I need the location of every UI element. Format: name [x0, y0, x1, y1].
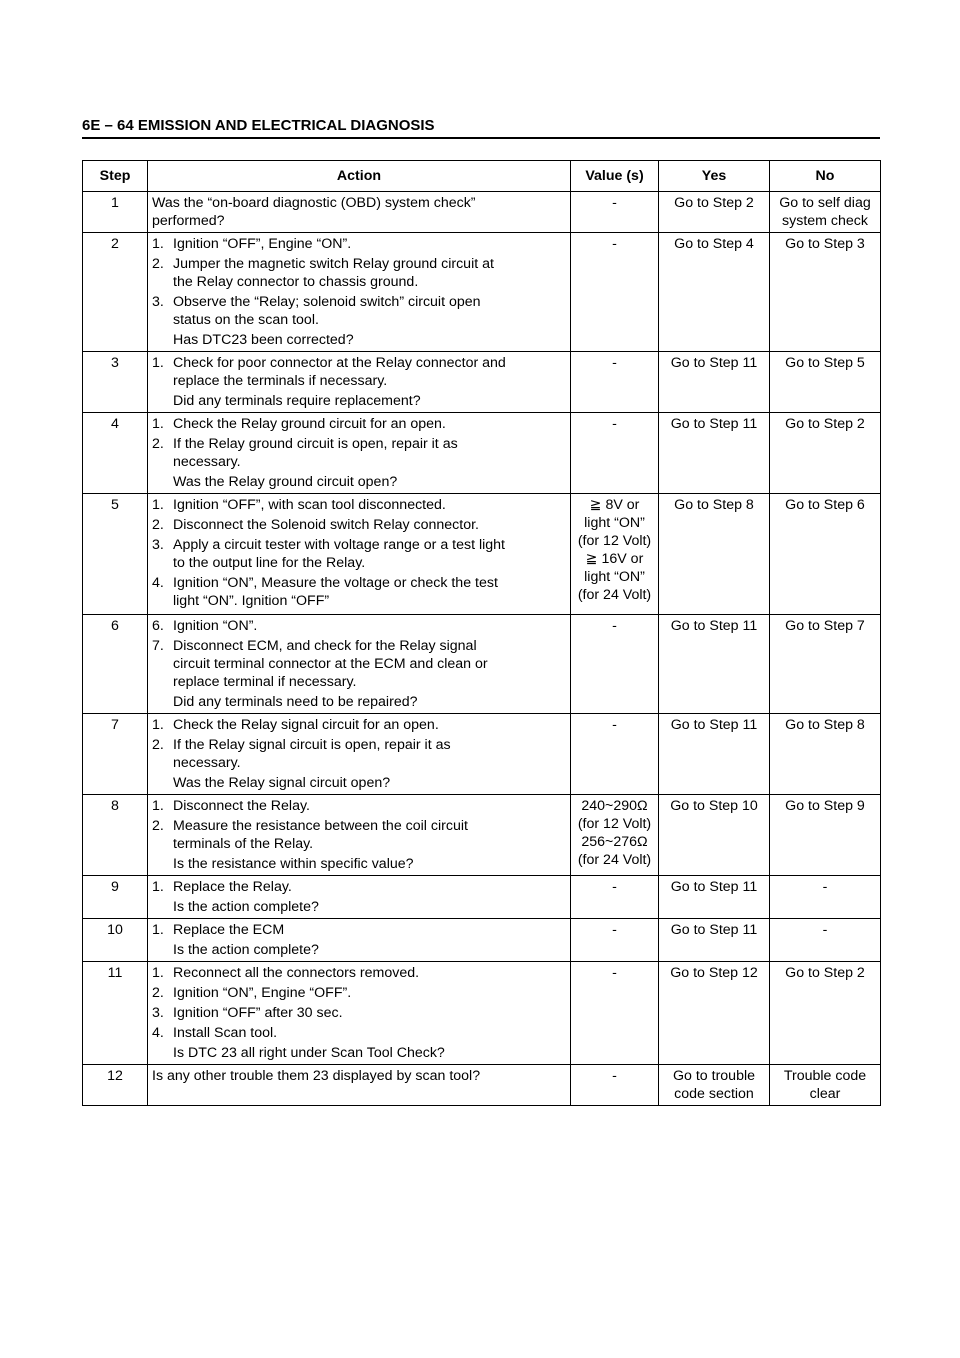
action-item — [152, 574, 566, 610]
value-text: 240~290Ω — [581, 798, 648, 814]
step-cell: 5 — [83, 494, 148, 615]
no-text: Go to Step 2 — [785, 965, 865, 981]
action-item-line: Check the Relay ground circuit for an open. — [173, 416, 446, 432]
action-item-text — [173, 1004, 566, 1022]
value-text: light “ON” — [584, 515, 645, 531]
yes-text: Go to Step 11 — [670, 922, 758, 938]
value-text: 256~276Ω — [581, 834, 648, 850]
yes-cell — [659, 919, 770, 962]
action-cell — [148, 1065, 571, 1106]
action-item — [152, 1024, 566, 1042]
action-item-line: replace terminal if necessary. — [173, 674, 357, 690]
action-item — [152, 716, 566, 734]
no-cell — [770, 352, 881, 413]
col-header-no: No — [770, 161, 881, 192]
action-item-text — [173, 354, 566, 390]
value-text: - — [612, 355, 617, 371]
action-cell — [148, 233, 571, 352]
action-item-line: Ignition “ON”, Engine “OFF”. — [173, 985, 352, 1001]
yes-cell — [659, 876, 770, 919]
table-row — [83, 413, 881, 494]
action-item — [152, 984, 566, 1002]
action-item-text — [173, 235, 566, 253]
action-item-line: replace the terminals if necessary. — [173, 373, 388, 389]
step-cell: 9 — [83, 876, 148, 919]
no-cell — [770, 192, 881, 233]
step-cell: 11 — [83, 962, 148, 1065]
yes-cell — [659, 714, 770, 795]
no-text: - — [822, 922, 828, 938]
table-row — [83, 919, 881, 962]
action-item-number: 2. — [152, 256, 164, 272]
action-item-text — [173, 293, 566, 329]
action-item-line: Ignition “OFF”, with scan tool disconnected. — [173, 497, 446, 513]
action-item — [152, 1004, 566, 1022]
action-question: Is the action complete? — [173, 899, 319, 915]
yes-cell — [659, 962, 770, 1065]
no-text: Go to Step 2 — [785, 416, 865, 432]
no-text: Go to Step 8 — [785, 717, 865, 733]
no-cell — [770, 876, 881, 919]
action-item-text — [173, 1024, 566, 1042]
yes-text: Go to Step 12 — [670, 965, 758, 981]
action-item-number: 3. — [152, 537, 164, 553]
no-cell — [770, 714, 881, 795]
value-cell — [571, 192, 659, 233]
action-item-number: 4. — [152, 1025, 164, 1041]
action-question: Was the Relay ground circuit open? — [173, 474, 398, 490]
step-cell: 3 — [83, 352, 148, 413]
col-header-step: Step — [83, 161, 148, 192]
value-text: - — [612, 195, 617, 211]
action-item-number: 4. — [152, 575, 164, 591]
action-question: Has DTC23 been corrected? — [173, 332, 354, 348]
action-item-line: terminals of the Relay. — [173, 836, 314, 852]
value-text: light “ON” — [584, 569, 645, 585]
yes-text: Go to Step 11 — [670, 355, 758, 371]
action-item-line: Ignition “ON”, Measure the voltage or check the test — [173, 575, 498, 591]
action-item-number: 2. — [152, 517, 164, 533]
action-item — [152, 736, 566, 772]
action-cell — [148, 413, 571, 494]
value-text: (for 12 Volt) — [577, 533, 652, 549]
action-item-text — [173, 921, 566, 939]
value-cell — [571, 876, 659, 919]
action-item-line: Replace the ECM — [173, 922, 285, 938]
no-cell — [770, 795, 881, 876]
action-item-line: If the Relay ground circuit is open, repair it as — [173, 436, 458, 452]
action-item-line: status on the scan tool. — [173, 312, 319, 328]
no-cell — [770, 962, 881, 1065]
table-row — [83, 615, 881, 714]
action-item-number: 3. — [152, 294, 164, 310]
action-item-number: 2. — [152, 818, 164, 834]
step-cell: 4 — [83, 413, 148, 494]
step-cell: 7 — [83, 714, 148, 795]
no-cell — [770, 494, 881, 615]
action-item — [152, 354, 566, 390]
yes-cell — [659, 192, 770, 233]
table-row — [83, 192, 881, 233]
value-cell — [571, 919, 659, 962]
action-item-number: 2. — [152, 985, 164, 1001]
step-cell: 1 — [83, 192, 148, 233]
value-text: - — [612, 879, 617, 895]
action-text: Was the “on-board diagnostic (OBD) system check” — [152, 195, 476, 211]
action-item-line: Ignition “OFF”, Engine “ON”. — [173, 236, 352, 252]
value-cell — [571, 413, 659, 494]
step-cell: 8 — [83, 795, 148, 876]
action-text: Is any other trouble them 23 displayed by scan tool? — [152, 1068, 481, 1084]
action-question: Did any terminals require replacement? — [173, 393, 421, 409]
yes-text: Go to Step 4 — [674, 236, 754, 252]
action-item-line: Replace the Relay. — [173, 879, 292, 895]
table-row — [83, 876, 881, 919]
action-item-text — [173, 736, 566, 772]
value-text: - — [612, 618, 617, 634]
action-item-line: Jumper the magnetic switch Relay ground circuit at — [173, 256, 494, 272]
value-text: ≧ 16V or — [585, 551, 644, 567]
table-body — [83, 192, 881, 1106]
action-cell — [148, 494, 571, 615]
action-item-line: Check for poor connector at the Relay connector and — [173, 355, 506, 371]
value-text: - — [612, 1068, 617, 1084]
action-item-text — [173, 716, 566, 734]
action-item-number: 2. — [152, 436, 164, 452]
no-text: clear — [809, 1086, 841, 1102]
action-item — [152, 878, 566, 896]
action-item-line: necessary. — [173, 454, 241, 470]
value-cell — [571, 233, 659, 352]
action-item-line: Ignition “ON”. — [173, 618, 258, 634]
page-header-title: 6E – 64 EMISSION AND ELECTRICAL DIAGNOSIS — [82, 117, 435, 134]
action-item-text — [173, 878, 566, 896]
action-item-line: Check the Relay signal circuit for an open. — [173, 717, 439, 733]
action-item-text — [173, 797, 566, 815]
yes-cell — [659, 413, 770, 494]
table-row — [83, 714, 881, 795]
action-question: Is DTC 23 all right under Scan Tool Check? — [173, 1045, 445, 1061]
action-item-number: 1. — [152, 355, 164, 371]
action-text: performed? — [152, 213, 225, 229]
no-text: Go to self diag — [779, 195, 871, 211]
action-item-text — [173, 415, 566, 433]
action-item-line: If the Relay signal circuit is open, repair it as — [173, 737, 451, 753]
no-text: Go to Step 5 — [785, 355, 865, 371]
yes-cell — [659, 494, 770, 615]
value-text: - — [612, 717, 617, 733]
action-item-line: necessary. — [173, 755, 241, 771]
action-item — [152, 516, 566, 534]
no-text: Go to Step 7 — [785, 618, 865, 634]
value-text: (for 24 Volt) — [577, 852, 652, 868]
action-item-number: 1. — [152, 965, 164, 981]
action-item-number: 1. — [152, 497, 164, 513]
yes-text: Go to Step 8 — [674, 497, 754, 513]
action-item — [152, 235, 566, 253]
value-cell — [571, 714, 659, 795]
yes-cell — [659, 352, 770, 413]
action-item — [152, 797, 566, 815]
action-item-line: to the output line for the Relay. — [173, 555, 366, 571]
action-item-number: 1. — [152, 236, 164, 252]
action-item-text — [173, 617, 566, 635]
no-text: Go to Step 9 — [785, 798, 865, 814]
value-cell — [571, 962, 659, 1065]
yes-text: code section — [674, 1086, 754, 1102]
action-item-text — [173, 255, 566, 291]
action-item-line: the Relay connector to chassis ground. — [173, 274, 419, 290]
action-cell — [148, 962, 571, 1065]
yes-cell — [659, 795, 770, 876]
action-item — [152, 293, 566, 329]
action-item-text — [173, 817, 566, 853]
table-header-row — [83, 161, 881, 192]
value-cell — [571, 494, 659, 615]
yes-cell — [659, 615, 770, 714]
yes-text: Go to Step 11 — [670, 717, 758, 733]
action-item-line: Disconnect the Solenoid switch Relay connector. — [173, 517, 479, 533]
value-cell — [571, 615, 659, 714]
action-item-line: Ignition “OFF” after 30 sec. — [173, 1005, 343, 1021]
action-item-text — [173, 536, 566, 572]
action-cell — [148, 919, 571, 962]
action-item-text — [173, 574, 566, 610]
action-item-number: 2. — [152, 737, 164, 753]
value-cell — [571, 352, 659, 413]
yes-text: Go to Step 11 — [670, 416, 758, 432]
no-text: system check — [782, 213, 868, 229]
col-header-action: Action — [148, 161, 571, 192]
action-item-line: light “ON”. Ignition “OFF” — [173, 593, 330, 609]
action-item — [152, 536, 566, 572]
action-cell — [148, 795, 571, 876]
action-item-number: 1. — [152, 416, 164, 432]
no-text: - — [822, 879, 828, 895]
value-cell — [571, 1065, 659, 1106]
action-item-number: 1. — [152, 879, 164, 895]
step-cell: 6 — [83, 615, 148, 714]
table-row — [83, 962, 881, 1065]
no-cell — [770, 919, 881, 962]
action-item-line: circuit terminal connector at the ECM and clean or — [173, 656, 488, 672]
yes-text: Go to trouble — [672, 1068, 756, 1084]
action-item-text — [173, 964, 566, 982]
value-text: - — [612, 922, 617, 938]
no-cell — [770, 233, 881, 352]
no-text: Go to Step 6 — [785, 497, 865, 513]
action-cell — [148, 714, 571, 795]
table-row — [83, 1065, 881, 1106]
action-item — [152, 964, 566, 982]
no-cell — [770, 615, 881, 714]
action-question: Did any terminals need to be repaired? — [173, 694, 418, 710]
action-question: Was the Relay signal circuit open? — [173, 775, 391, 791]
action-item — [152, 255, 566, 291]
table-row — [83, 233, 881, 352]
action-item — [152, 617, 566, 635]
action-item — [152, 415, 566, 433]
header-divider — [82, 137, 880, 139]
action-cell — [148, 615, 571, 714]
step-cell: 12 — [83, 1065, 148, 1106]
action-cell — [148, 192, 571, 233]
action-item — [152, 637, 566, 691]
action-cell — [148, 352, 571, 413]
value-text: (for 24 Volt) — [577, 587, 652, 603]
action-item-line: Measure the resistance between the coil circuit — [173, 818, 468, 834]
table-row — [83, 352, 881, 413]
yes-cell — [659, 233, 770, 352]
action-item — [152, 496, 566, 514]
yes-text: Go to Step 2 — [674, 195, 754, 211]
action-item-text — [173, 984, 566, 1002]
yes-text: Go to Step 11 — [670, 879, 758, 895]
action-item-number: 6. — [152, 618, 164, 634]
value-text: - — [612, 416, 617, 432]
action-item-text — [173, 637, 566, 691]
no-cell — [770, 1065, 881, 1106]
action-item-line: Disconnect the Relay. — [173, 798, 310, 814]
action-item-line: Disconnect ECM, and check for the Relay signal — [173, 638, 477, 654]
action-question: Is the action complete? — [173, 942, 319, 958]
value-text: - — [612, 236, 617, 252]
value-text: - — [612, 965, 617, 981]
action-item-number: 3. — [152, 1005, 164, 1021]
yes-text: Go to Step 11 — [670, 618, 758, 634]
diagnosis-table — [82, 160, 881, 1106]
table-row — [83, 494, 881, 615]
value-text: ≧ 8V or — [589, 497, 640, 513]
value-cell — [571, 795, 659, 876]
action-item-number: 1. — [152, 717, 164, 733]
action-item — [152, 921, 566, 939]
action-question: Is the resistance within specific value? — [173, 856, 414, 872]
action-item-text — [173, 496, 566, 514]
action-item-number: 7. — [152, 638, 164, 654]
action-item-text — [173, 516, 566, 534]
action-item-text — [173, 435, 566, 471]
action-item-line: Apply a circuit tester with voltage range or a test light — [173, 537, 505, 553]
no-text: Trouble code — [783, 1068, 867, 1084]
action-item-line: Observe the “Relay; solenoid switch” circuit open — [173, 294, 481, 310]
no-cell — [770, 413, 881, 494]
col-header-yes: Yes — [659, 161, 770, 192]
no-text: Go to Step 3 — [785, 236, 865, 252]
table-row — [83, 795, 881, 876]
col-header-value: Value (s) — [571, 161, 659, 192]
action-cell — [148, 876, 571, 919]
action-item-number: 1. — [152, 798, 164, 814]
action-item-line: Install Scan tool. — [173, 1025, 278, 1041]
action-item-line: Reconnect all the connectors removed. — [173, 965, 420, 981]
action-item-number: 1. — [152, 922, 164, 938]
action-item — [152, 435, 566, 471]
yes-cell — [659, 1065, 770, 1106]
yes-text: Go to Step 10 — [670, 798, 758, 814]
action-item — [152, 817, 566, 853]
step-cell: 10 — [83, 919, 148, 962]
value-text: (for 12 Volt) — [577, 816, 652, 832]
step-cell: 2 — [83, 233, 148, 352]
